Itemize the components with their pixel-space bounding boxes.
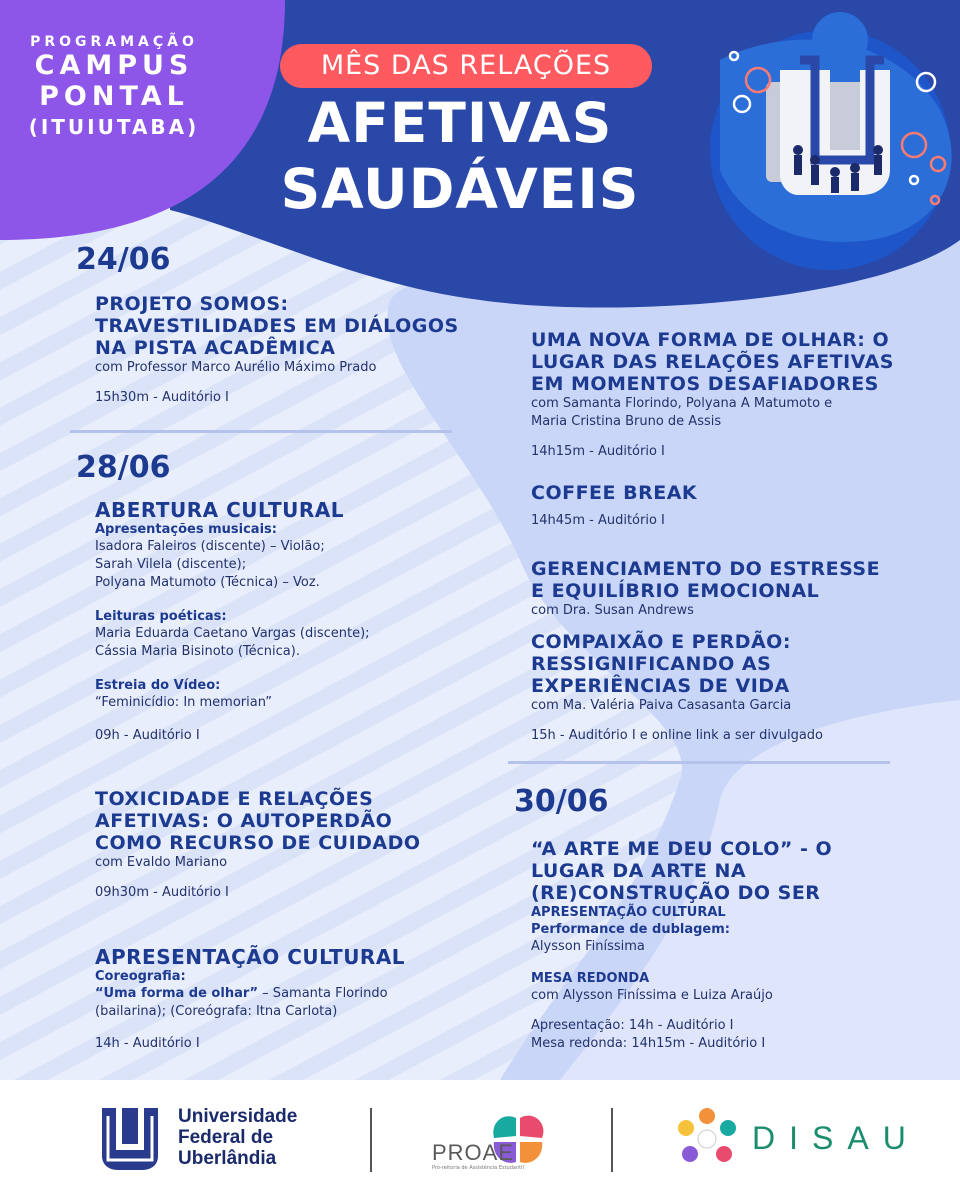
title-line-2: SAUDÁVEIS	[280, 157, 640, 221]
proae-subtitle: Pró-reitoria de Assistência Estudantil	[432, 1165, 524, 1171]
disau-wordmark: DISAU	[752, 1120, 920, 1156]
date-28-06: 28/06	[76, 450, 171, 485]
event-projeto-somos	[95, 293, 459, 407]
reader: Cássia Maria Bisinoto (Técnica).	[95, 644, 300, 659]
event-title: LUGAR DAS RELAÇÕES AFETIVAS	[531, 351, 894, 373]
performer: Alysson Finíssima	[531, 939, 645, 954]
event-title: EM MOMENTOS DESAFIADORES	[531, 373, 879, 395]
prog-pontal: PONTAL	[39, 81, 189, 112]
event-title: COMO RECURSO DE CUIDADO	[95, 832, 421, 854]
event-time: 15h30m - Auditório I	[95, 390, 229, 405]
divider	[508, 761, 890, 764]
event-time: 14h45m - Auditório I	[531, 513, 665, 528]
event-gerenciamento-estresse	[531, 558, 880, 620]
event-speaker: com Samanta Florindo, Polyana A Matumoto e	[531, 396, 833, 411]
event-title: PROJETO SOMOS:	[95, 293, 289, 315]
event-title: APRESENTAÇÃO CULTURAL	[95, 945, 406, 969]
event-time: Apresentação: 14h - Auditório I	[531, 1018, 734, 1033]
event-title: COFFEE BREAK	[531, 482, 698, 504]
reader: Maria Eduarda Caetano Vargas (discente);	[95, 626, 370, 641]
event-abertura-cultural	[95, 499, 370, 745]
ufu-header-logo	[766, 60, 890, 195]
performer: Sarah Vilela (discente);	[95, 557, 247, 572]
event-title: E EQUILÍBRIO EMOCIONAL	[531, 580, 820, 602]
footer-divider	[611, 1108, 613, 1172]
title-line-1: AFETIVAS	[307, 91, 613, 155]
choreography-dancer: – Samanta Florindo	[258, 986, 388, 1001]
event-title: ABERTURA CULTURAL	[95, 498, 344, 522]
ufu-line: Federal de	[178, 1127, 274, 1148]
event-title: EXPERIÊNCIAS DE VIDA	[531, 675, 790, 697]
date-24-06: 24/06	[76, 242, 171, 277]
event-title: AFETIVAS: O AUTOPERDÃO	[95, 810, 393, 832]
event-title: GERENCIAMENTO DO ESTRESSE	[531, 558, 881, 580]
event-speaker: Maria Cristina Bruno de Assis	[531, 414, 722, 429]
event-title: LUGAR DA ARTE NA	[531, 860, 747, 882]
programacao-block	[0, 34, 228, 143]
section-heading: Estreia do Vídeo:	[95, 678, 221, 693]
event-title: NA PISTA ACADÊMICA	[95, 337, 336, 359]
ufu-wordmark	[178, 1106, 297, 1169]
ufu-line: Universidade	[178, 1106, 298, 1127]
month-pill: MÊS DAS RELAÇÕES	[280, 44, 652, 88]
event-time: 09h - Auditório I	[95, 728, 200, 743]
event-time: 15h - Auditório I e online link a ser divulgado	[531, 728, 824, 743]
prog-campus: CAMPUS	[34, 50, 194, 81]
proae-wordmark: PROAE	[432, 1140, 515, 1165]
event-speaker: com Evaldo Mariano	[95, 855, 228, 870]
event-title: “A ARTE ME DEU COLO” - O	[531, 838, 833, 860]
ufu-logo-icon	[98, 1106, 162, 1172]
prog-label: PROGRAMAÇÃO	[30, 34, 198, 50]
event-arte-me-deu-colo	[531, 838, 832, 1053]
section-heading: Performance de dublagem:	[531, 922, 730, 937]
event-speaker: com Professor Marco Aurélio Máximo Prado	[95, 360, 377, 375]
performer: Isadora Faleiros (discente) – Violão;	[95, 539, 325, 554]
date-30-06: 30/06	[514, 784, 609, 819]
section-heading: MESA REDONDA	[531, 971, 650, 986]
event-title: TOXICIDADE E RELAÇÕES	[95, 788, 374, 810]
event-coffee-break	[531, 482, 697, 530]
event-compaixao-perdao	[531, 631, 823, 745]
section-heading: Apresentações musicais:	[95, 522, 277, 537]
section-heading: Coreografia:	[95, 969, 186, 984]
event-apresentacao-cultural	[95, 946, 405, 1053]
choreography-credits: (bailarina); (Coreógrafa: Itna Carlota)	[95, 1004, 338, 1019]
disau-flower-icon	[674, 1106, 740, 1172]
event-time: 14h - Auditório I	[95, 1036, 200, 1051]
footer-divider	[370, 1108, 372, 1172]
event-title: UMA NOVA FORMA DE OLHAR: O	[531, 329, 890, 351]
section-heading: Leituras poéticas:	[95, 609, 227, 624]
event-speaker: com Ma. Valéria Paiva Casasanta Garcia	[531, 698, 792, 713]
event-time: Mesa redonda: 14h15m - Auditório I	[531, 1036, 766, 1051]
event-title: TRAVESTILIDADES EM DIÁLOGOS	[95, 315, 459, 337]
event-speaker: com Dra. Susan Andrews	[531, 603, 694, 618]
performer: Polyana Matumoto (Técnica) – Voz.	[95, 575, 320, 590]
event-time: 14h15m - Auditório I	[531, 444, 665, 459]
video-title: “Feminicídio: In memorian”	[95, 695, 272, 710]
event-speaker: com Alysson Finíssima e Luiza Araújo	[531, 988, 773, 1003]
event-time: 09h30m - Auditório I	[95, 885, 229, 900]
ufu-line: Uberlândia	[178, 1148, 277, 1169]
divider	[70, 430, 452, 433]
choreography-title: “Uma forma de olhar”	[95, 986, 259, 1001]
event-title: (RE)CONSTRUÇÃO DO SER	[531, 882, 821, 904]
event-toxicidade	[95, 788, 421, 902]
event-title: RESSIGNIFICANDO AS	[531, 653, 772, 675]
section-heading: APRESENTAÇÃO CULTURAL	[531, 905, 726, 920]
event-nova-forma-de-olhar	[531, 329, 894, 461]
prog-city: (ITUIUTABA)	[28, 115, 200, 139]
event-title: COMPAIXÃO E PERDÃO:	[531, 631, 791, 653]
